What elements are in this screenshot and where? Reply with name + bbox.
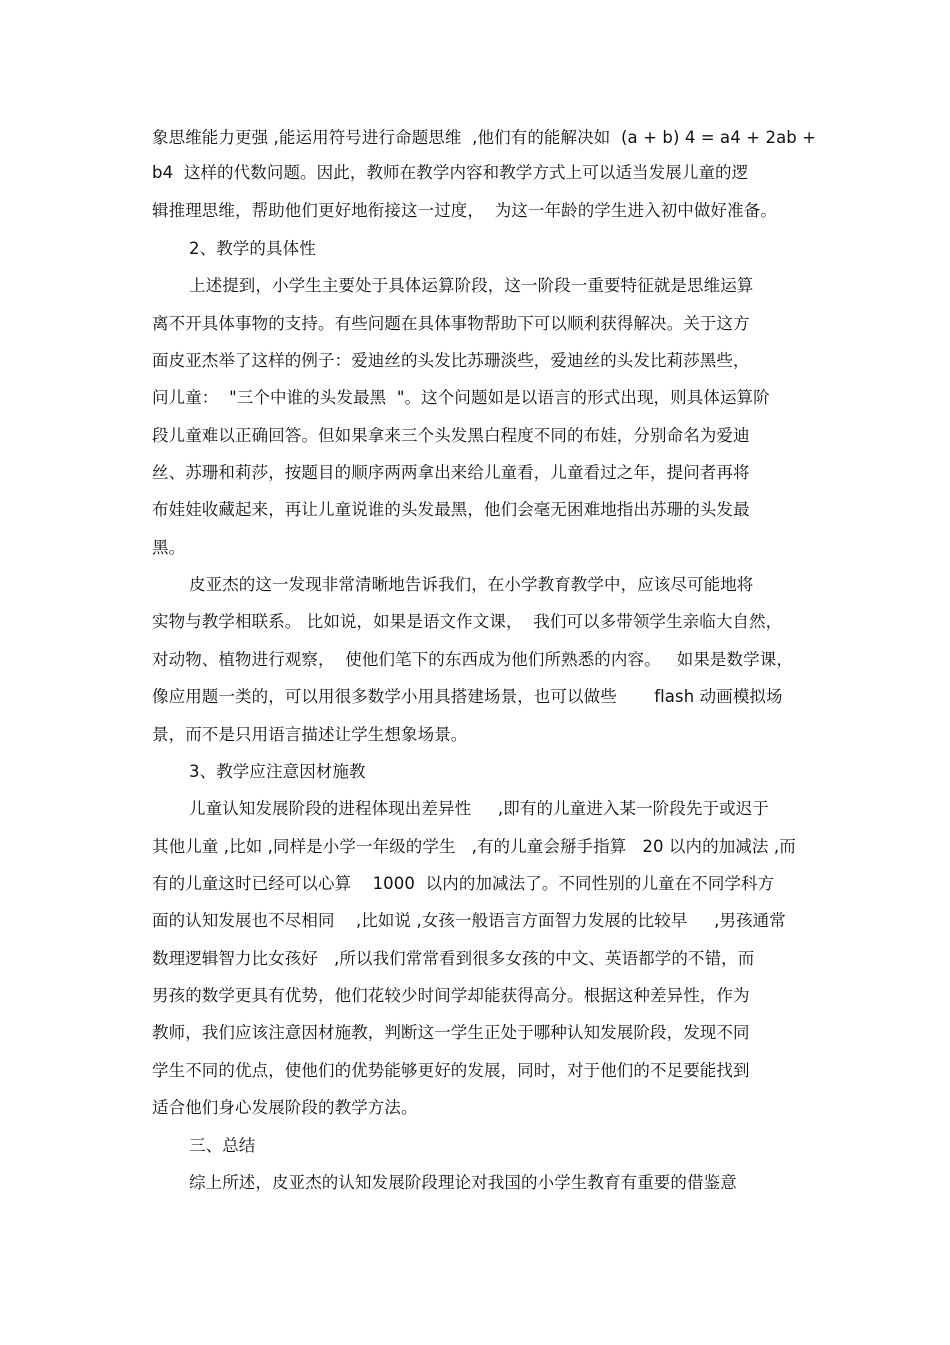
text-line: 像应用题一类的，可以用很多数学小用具搭建场景，也可以做些 flash 动画模拟场 [152, 687, 783, 706]
text-line: 离不开具体事物的支持。有些问题在具体事物帮助下可以顺利获得解决。关于这方 [152, 314, 750, 333]
text-line: 学生不同的优点，使他们的优势能够更好的发展，同时，对于他们的不足要能找到 [152, 1061, 750, 1080]
section-heading: 2、教学的具体性 [189, 239, 316, 258]
text-line: 有的儿童这时已经可以心算 1000 以内的加减法了。不同性别的儿童在不同学科方 [152, 874, 775, 893]
text-line: 丝、苏珊和莉莎，按题目的顺序两两拿出来给儿童看，儿童看过之年，提问者再将 [152, 463, 750, 482]
text-line: 男孩的数学更具有优势，他们花较少时间学却能获得高分。根据这种差异性，作为 [152, 986, 750, 1005]
text-line: 布娃娃收藏起来，再让儿童说谁的头发最黑，他们会毫无困难地指出苏珊的头发最 [152, 500, 750, 519]
text-line: 象思维能力更强 ,能运用符号进行命题思维 ,他们有的能解决如 (a + b) 4 = a4 + 2ab + [152, 128, 817, 147]
text-line: 问儿童： "三个中谁的头发最黑 "。这个问题如是以语言的形式出现，则具体运算阶 [152, 388, 770, 407]
text-line: 其他儿童 ,比如 ,同样是小学一年级的学生 ,有的儿童会掰手指算 20 以内的加减法 ,而 [152, 837, 796, 856]
text-line: b4 这样的代数问题。因此，教师在教学内容和教学方式上可以适当发展儿童的逻 [152, 163, 749, 182]
text-line: 面皮亚杰举了这样的例子：爱迪丝的头发比苏珊淡些，爱迪丝的头发比莉莎黑些， [152, 351, 750, 370]
text-line: 综上所述，皮亚杰的认知发展阶段理论对我国的小学生教育有重要的借鉴意 [189, 1173, 737, 1192]
text-line: 黑。 [152, 538, 186, 557]
text-line: 儿童认知发展阶段的进程体现出差异性 ,即有的儿童进入某一阶段先于或迟于 [189, 799, 769, 818]
text-line: 景，而不是只用语言描述让学生想象场景。 [152, 725, 468, 744]
text-line: 实物与教学相联系。 比如说，如果是语文作文课， 我们可以多带领学生亲临大自然， [152, 612, 783, 631]
text-line: 对动物、植物进行观察， 使他们笔下的东西成为他们所熟悉的内容。 如果是数学课， [152, 650, 793, 669]
text-line: 上述提到，小学生主要处于具体运算阶段，这一阶段一重要特征就是思维运算 [189, 276, 754, 295]
text-line: 面的认知发展也不尽相同 ,比如说 ,女孩一般语言方面智力发展的比较早 ,男孩通常 [152, 911, 786, 930]
text-line: 适合他们身心发展阶段的教学方法。 [152, 1098, 418, 1117]
text-line: 教师，我们应该注意因材施教，判断这一学生正处于哪种认知发展阶段，发现不同 [152, 1023, 750, 1042]
text-line: 数理逻辑智力比女孩好 ,所以我们常常看到很多女孩的中文、英语都学的不错，而 [152, 949, 755, 968]
text-line: 皮亚杰的这一发现非常清晰地告诉我们，在小学教育教学中，应该尽可能地将 [189, 575, 754, 594]
section-heading: 三、总结 [189, 1136, 256, 1155]
text-line: 段儿童难以正确回答。但如果拿来三个头发黑白程度不同的布娃，分别命名为爱迪 [152, 426, 750, 445]
section-heading: 3、教学应注意因材施教 [189, 762, 366, 781]
text-line: 辑推理思维，帮助他们更好地衔接这一过度， 为这一年龄的学生进入初中做好准备。 [152, 201, 777, 220]
